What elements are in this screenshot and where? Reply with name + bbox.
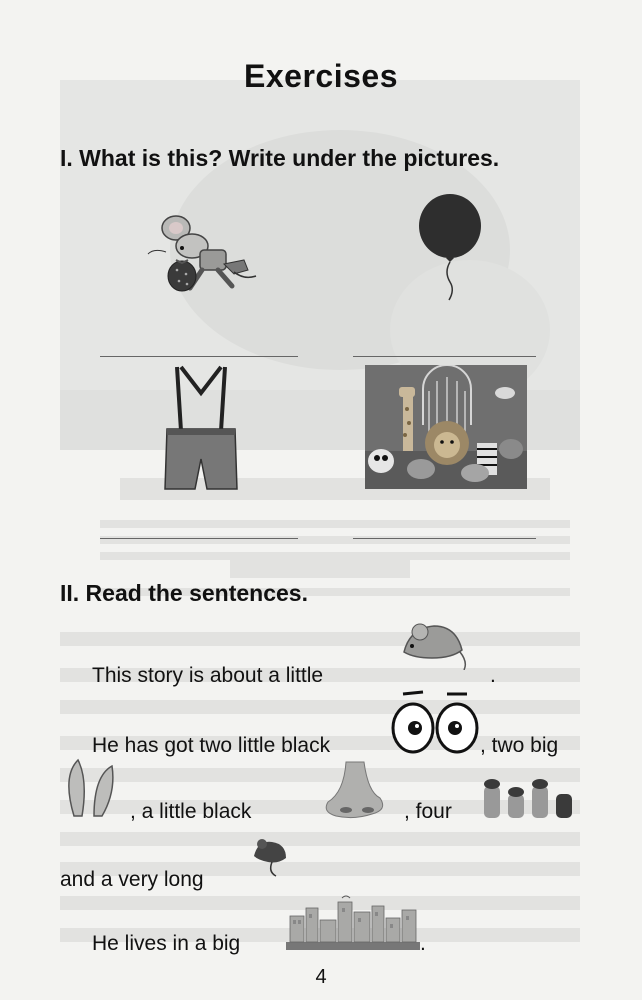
sentence-4-text: and a very long: [60, 868, 204, 891]
zoo-animals-icon: [365, 365, 527, 489]
mouse-icon: [398, 612, 468, 670]
city-icon: [286, 894, 420, 950]
sentence-3-text: , a little black: [130, 800, 252, 823]
page-title: Exercises: [244, 58, 398, 94]
ears-icon: [64, 758, 116, 818]
sentence-2-text: He has got two little black: [92, 734, 331, 757]
sentence-5-end: .: [420, 932, 426, 955]
answer-line-1[interactable]: [100, 356, 298, 357]
section-2-heading: II. Read the sentences.: [60, 580, 308, 606]
answer-line-4[interactable]: [353, 538, 536, 539]
sentence-3-end: , four: [404, 800, 452, 823]
sentence-5-text: He lives in a big: [92, 932, 241, 955]
page-number: 4: [315, 966, 327, 988]
balloon-icon: [412, 192, 488, 302]
nose-icon: [318, 760, 390, 820]
shorts-with-suspenders-icon: [163, 365, 239, 491]
sentence-2-end: , two big: [480, 734, 559, 757]
mouse-with-strawberry-icon: [142, 208, 260, 300]
eyes-icon: [389, 690, 483, 756]
paws-icon: [480, 772, 576, 820]
answer-line-2[interactable]: [353, 356, 536, 357]
tail-icon: [246, 830, 294, 878]
sentence-1-text: This story is about a little: [92, 664, 324, 687]
answer-line-3[interactable]: [100, 538, 298, 539]
section-1-heading: I. What is this? Write under the pictures.: [60, 145, 500, 171]
sentence-1-end: .: [490, 664, 496, 687]
